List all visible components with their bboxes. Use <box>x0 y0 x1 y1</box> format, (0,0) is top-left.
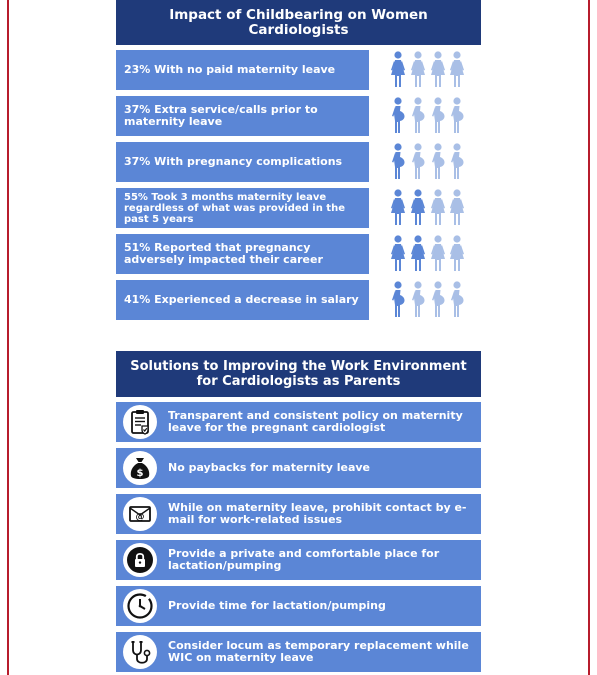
figure-group <box>389 280 467 320</box>
solution-row <box>116 448 481 488</box>
solution-text: No paybacks for maternity leave <box>168 460 371 474</box>
figure-group <box>389 142 467 182</box>
impact-stat-row <box>116 234 369 274</box>
figure-group <box>389 96 467 136</box>
solution-row <box>116 402 481 442</box>
svg-text:$: $ <box>136 468 144 479</box>
solution-row <box>116 494 481 534</box>
woman-icon <box>429 189 447 227</box>
impact-stat-row <box>116 96 369 136</box>
solution-row <box>116 632 481 672</box>
pregnant-woman-icon <box>389 281 407 319</box>
woman-icon <box>429 51 447 89</box>
pregnant-woman-icon <box>409 97 427 135</box>
impact-stat-row <box>116 50 369 90</box>
pregnant-woman-icon <box>429 143 447 181</box>
impact-stat-text: 37% With pregnancy complications <box>124 154 343 168</box>
pregnant-woman-icon <box>448 143 466 181</box>
solutions-title: Solutions to Improving the Work Environment for Cardiologists as Parents <box>116 351 481 397</box>
right-border <box>588 0 590 675</box>
woman-icon <box>409 51 427 89</box>
impact-stat-row <box>116 188 369 228</box>
impact-stat-text: 41% Experienced a decrease in salary <box>124 292 359 306</box>
svg-text:@: @ <box>135 512 145 523</box>
woman-icon <box>429 235 447 273</box>
figure-group <box>389 50 467 90</box>
impact-stat-text: 23% With no paid maternity leave <box>124 62 336 76</box>
left-border <box>7 0 9 675</box>
impact-title: Impact of Childbearing on Women Cardiologists <box>116 0 481 45</box>
solution-row <box>116 540 481 580</box>
impact-stat-text: 51% Reported that pregnancy adversely impacted their career <box>124 240 323 266</box>
pregnant-woman-icon <box>429 97 447 135</box>
solution-text: Provide time for lactation/pumping <box>168 598 386 612</box>
clipboard-policy-icon <box>123 405 157 439</box>
woman-icon <box>389 189 407 227</box>
solution-row <box>116 586 481 626</box>
figure-group <box>389 188 467 228</box>
impact-stat-row <box>116 280 369 320</box>
money-bag-icon <box>123 451 157 485</box>
pregnant-woman-icon <box>448 97 466 135</box>
woman-icon <box>448 189 466 227</box>
impact-stat-row <box>116 142 369 182</box>
pregnant-woman-icon <box>409 143 427 181</box>
woman-icon <box>448 235 466 273</box>
figure-group <box>389 234 467 274</box>
impact-stat-text: 55% Took 3 months maternity leave regardless of what was provided in the past 5 years <box>124 191 345 225</box>
woman-icon <box>389 235 407 273</box>
stethoscope-icon <box>123 635 157 669</box>
clock-icon <box>123 589 157 623</box>
solution-text: Transparent and consistent policy on maternity leave for the pregnant cardiologist <box>168 408 463 434</box>
email-icon <box>123 497 157 531</box>
woman-icon <box>409 235 427 273</box>
pregnant-woman-icon <box>389 97 407 135</box>
woman-icon <box>448 51 466 89</box>
pregnant-woman-icon <box>409 281 427 319</box>
woman-icon <box>409 189 427 227</box>
solution-text: While on maternity leave, prohibit contact by e-mail for work-related issues <box>168 500 467 526</box>
pregnant-woman-icon <box>429 281 447 319</box>
solution-text: Consider locum as temporary replacement while WIC on maternity leave <box>168 638 469 664</box>
pregnant-woman-icon <box>448 281 466 319</box>
pregnant-woman-icon <box>389 143 407 181</box>
impact-stat-text: 37% Extra service/calls prior to maternity leave <box>124 102 318 128</box>
lock-icon <box>123 543 157 577</box>
woman-icon <box>389 51 407 89</box>
solution-text: Provide a private and comfortable place for lactation/pumping <box>168 546 440 572</box>
